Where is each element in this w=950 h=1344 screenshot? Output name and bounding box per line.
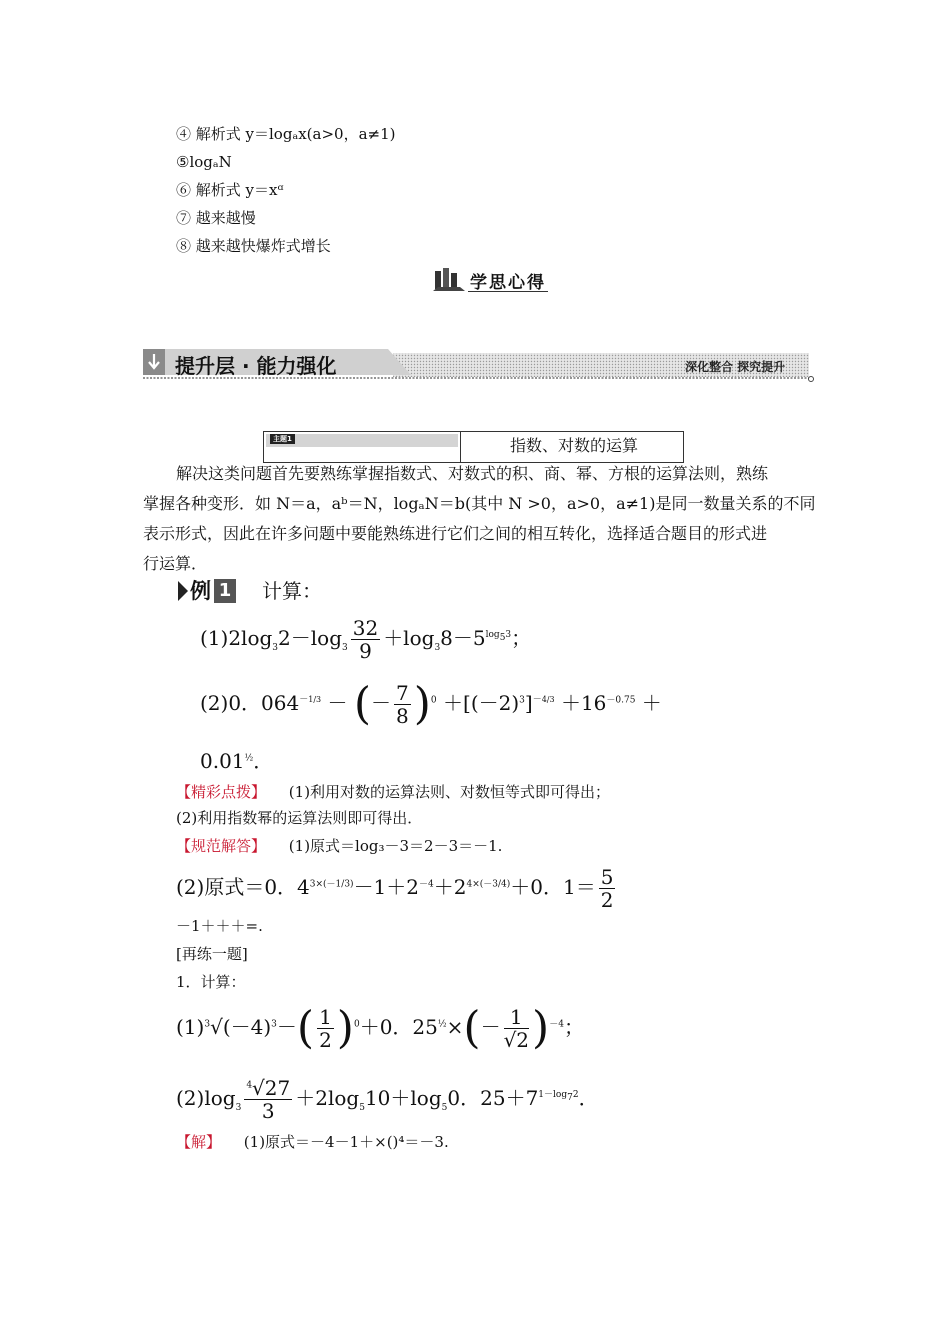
solution-line: 【规范解答】 (1)原式＝log₃－3＝2－3＝－1. (176, 837, 503, 855)
answer-line: 【解】 (1)原式＝－4－1＋×()⁴＝－3. (176, 1133, 449, 1151)
formula-1: $(1)2\log_32-\log_3$ $\frac{32}{9}$ $+\log_38-5^{log_53}$； (200, 616, 532, 663)
section-header (143, 345, 815, 385)
intro-line: 掌握各种变形．如 N＝a，aᵇ＝N，logₐN＝b(其中 N >0，a>0，a≠1)是同一数量关系的不同 (143, 494, 816, 513)
example-prompt: 计算： (262, 579, 322, 603)
hint-line: 【精彩点拨】 (1)利用对数的运算法则、对数恒等式即可得出； (176, 783, 611, 801)
intro-line: 解决这类问题首先要熟练掌握指数式、对数式的积、商、幂、方根的运算法则，熟练 (176, 464, 769, 483)
example-number: 1 (214, 579, 236, 603)
books-icon (432, 265, 466, 293)
hint-line: (2)利用指数幂的运算法则即可得出． (176, 809, 423, 827)
answer-item: ⑦ 越来越慢 (176, 209, 256, 227)
solution-line: －1＋＋＋=. (176, 917, 263, 935)
formula-2: (2)0．$064^{-1/3}$ － (－ $\frac{7}{8}$ )$^0 +[(-2)^3]^{-4/3} +16^{-0.75}$ ＋ (200, 678, 662, 730)
practice-formula-2: $(2)\log_3$ $\frac{^4√27}{3}$ $+2\log_510+\log_50$．$25+7^{1-log_72}$． (176, 1076, 599, 1123)
answer-label: 【解】 (176, 1133, 222, 1151)
answer-item: ④ 解析式 y＝logₐx(a>0，a≠1) (176, 125, 396, 143)
example-word: 例 (190, 579, 211, 603)
practice-title: [再练一题] (176, 945, 248, 963)
hint-label: 【精彩点拨】 (176, 783, 267, 801)
section-title: 提升层 · 能力强化 (175, 354, 337, 378)
solution-label: 【规范解答】 (176, 837, 267, 855)
xuesi-banner (432, 264, 550, 294)
practice-formula-1: $(1)^3√(-4)^3-$( $\frac{1}{2}$ )$^0$＋0．$25^{\frac{1}{2}}\times(-$ $\frac{1}{√2}$ )$^{-4}$； (176, 1002, 584, 1054)
answer-item: ⑧ 越来越快爆炸式增长 (176, 237, 331, 255)
solution-formula: (2)原式＝0．$4^{3\times(-1/3)}-1+2^{-4}+2^{4\times(-3/4)}+0$．1＝ $\frac{5}{2}$ (176, 865, 614, 912)
section-subtitle: 深化整合 探究提升 (685, 360, 786, 374)
xuesi-label: 学思心得 (470, 273, 546, 293)
intro-line: 表示形式，因此在许多问题中要能熟练进行它们之间的相互转化，选择适合题目的形式进 (143, 524, 768, 543)
answer-item: ⑤logₐN (176, 153, 232, 171)
formula-2-cont: $0.01^{\frac{1}{2}}$． (200, 749, 274, 773)
intro-line: 行运算． (143, 554, 208, 573)
topic-tag: 主题1 (270, 434, 295, 444)
answer-item: ⑥ 解析式 y＝xᵅ (176, 181, 284, 199)
practice-item: 1．计算： (176, 973, 246, 991)
topic-title: 指数、对数的运算 (510, 436, 639, 455)
